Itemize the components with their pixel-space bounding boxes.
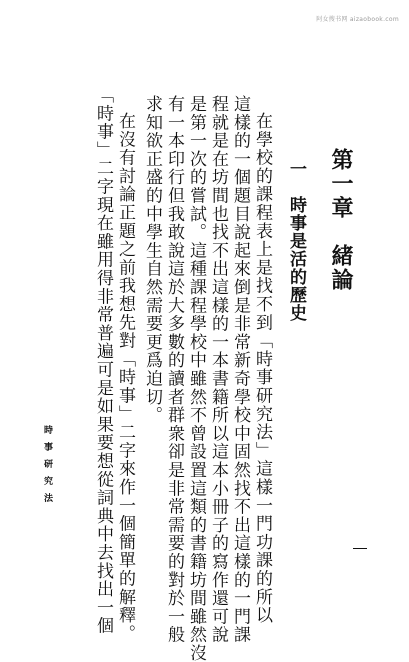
body-column: 在沒有討論正題之前我想先對「時事」二字來作一個簡單的解釋。 [115,112,135,643]
chapter-title: 第一章 緒論 [328,148,354,292]
body-column: 求知欲正盛的中學生自然需要更爲迫切。 [142,95,162,425]
body-column: 有一本印行但我敢說這於大多數的讀者群衆卻是非常需要的對於一般 [164,95,184,644]
body-column: 這樣的一個題目說起來倒是非常新奇學校中固然找不出這樣的一門課 [230,95,250,644]
page-number [353,548,367,549]
body-column: 程就是在坊間也找不出這樣的一本書籍所以這本小冊子的寫作還可說 [208,95,228,644]
body-column: 「時事」二字現在雖用得非常普遍可是如果要想從詞典中去找出一個 [93,86,113,635]
body-column: 是第一次的嘗試。這種課程學校中雖然不曾設置這類的書籍坊間雖然沒 [186,95,206,662]
running-head: 時事研究法 [42,425,52,510]
body-column: 在學校的課程表上是找不到「時事研究法」這樣一門功課的所以 [252,112,272,625]
section-title: 一 時事是活的歷史 [286,160,306,322]
watermark: 阿女搜书网 aizaobook.com [316,16,399,23]
